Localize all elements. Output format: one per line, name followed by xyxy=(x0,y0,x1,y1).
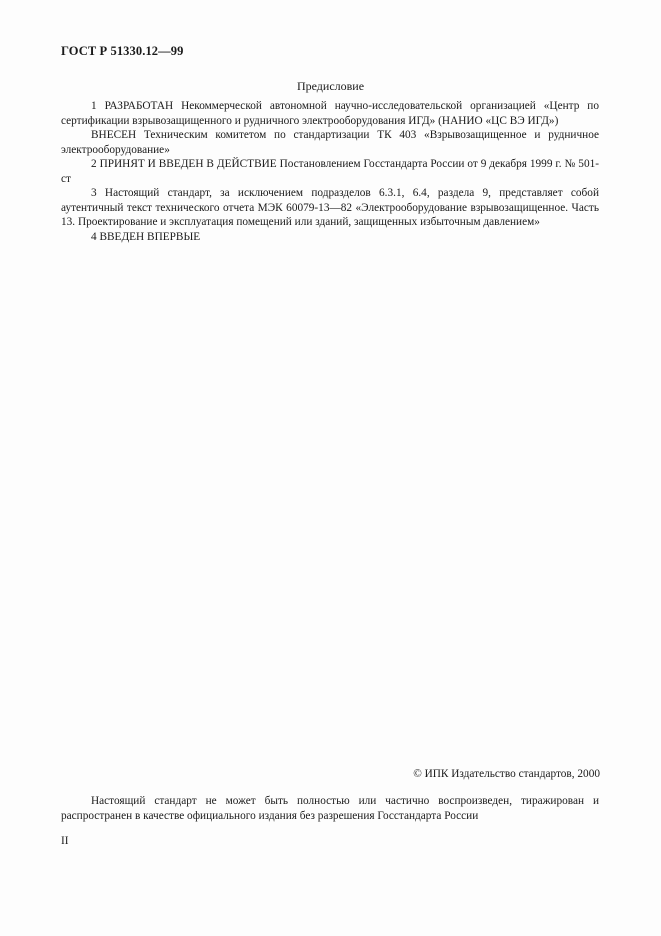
foreword-paragraph-adopted: 2 ПРИНЯТ И ВВЕДЕН В ДЕЙСТВИЕ Постановлением Госстандарта России от 9 декабря 1999 г. № 501-ст xyxy=(61,158,599,185)
foreword-body xyxy=(61,99,599,244)
reproduction-notice-text: Настоящий стандарт не может быть полностью или частично воспроизведен, тиражирован и распространен в качестве официального издания без разрешения Госстандарта России xyxy=(61,795,599,822)
page-number: II xyxy=(61,835,69,847)
foreword-paragraph-authentic-text: 3 Настоящий стандарт, за исключением подразделов 6.3.1, 6.4, раздела 9, представляет собой аутентичный текст технического отчета МЭК 60079-13—82 «Электрооборудование взрывозащищенное. Часть 13. Проектирование и эксплуатация помещений или зданий, защищенных избыточным давлением» xyxy=(61,187,599,228)
foreword-paragraph-introduced: ВНЕСЕН Техническим комитетом по стандартизации ТК 403 «Взрывозащищенное и рудничное электрооборудование» xyxy=(61,129,599,156)
foreword-paragraph-developed: 1 РАЗРАБОТАН Некоммерческой автономной научно-исследовательской организацией «Центр по сертификации взрывозащищенного и рудничного электрооборудования ИГД» (НАНИО «ЦС ВЭ ИГД») xyxy=(61,100,599,127)
foreword-paragraph-first-introduced: 4 ВВЕДЕН ВПЕРВЫЕ xyxy=(91,230,201,243)
foreword-title: Предисловие xyxy=(296,79,365,93)
copyright-line: © ИПК Издательство стандартов, 2000 xyxy=(413,768,600,780)
reproduction-notice xyxy=(61,794,599,824)
standard-code: ГОСТ Р 51330.12—99 xyxy=(61,44,184,58)
